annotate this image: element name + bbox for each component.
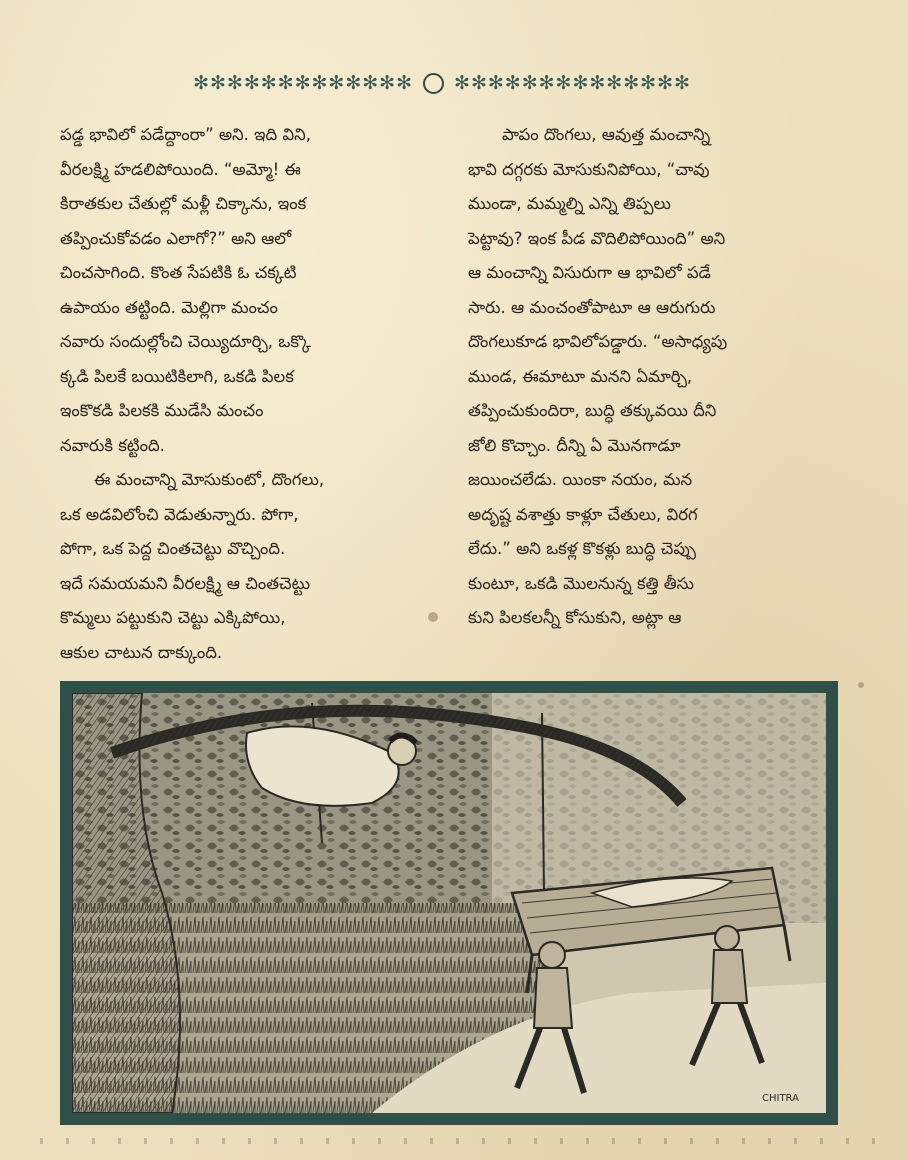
text-line: ఇంకొకడి పిలకకి ముడేసి మంచం: [60, 401, 264, 420]
text-line: వీరలక్ష్మి హడలిపోయింది. “అమ్మో! ఈ: [60, 159, 301, 179]
ornamental-border: [62, 68, 822, 98]
ink-smudge: [858, 682, 864, 688]
text-line: కుంటూ, ఒకడి మొలనున్న కత్తి తీసు: [468, 573, 694, 593]
text-line: కొమ్మలు పట్టుకుని చెట్టు ఎక్కిపోయి,: [60, 608, 286, 627]
text-line: ఒక అడవిలోంచి వెడుతున్నారు. పోగా,: [60, 504, 299, 524]
text-line: క్కడి పిలకే బయిటికిలాగి, ఒకడి పిలక: [60, 366, 294, 386]
text-line: పాపం దొంగలు, ఆవుత్త మంచాన్ని: [502, 125, 711, 144]
text-line: తప్పించుకోవడం ఎలాగో?” అని ఆలో: [60, 228, 292, 248]
text-line: సారు. ఆ మంచంతోపాటూ ఆ ఆరుగురు: [468, 297, 716, 317]
text-line: ఆకుల చాటున దాక్కుంది.: [60, 642, 223, 662]
ink-smudge: [428, 612, 438, 622]
ornament-right: ✻✻✻✻✻✻✻✻✻✻✻✻✻✻: [454, 72, 691, 94]
text-line: నవారుకి కట్టింది.: [60, 435, 165, 455]
text-line: నవారు సందుల్లోంచి చెయ్యిదూర్చి, ఒక్కొ: [60, 332, 312, 351]
text-line: అదృష్ట వశాత్తు కాళ్లూ చేతులు, విరగ: [468, 504, 698, 524]
text-line: పెట్టావు? ఇంక పీడ వొదిలిపోయింది” అని: [468, 228, 726, 248]
text-line: దొంగలుకూడ భావిలోపడ్డారు. “అసాధ్యపు: [468, 332, 728, 351]
ornament-ring: [423, 73, 444, 94]
text-line: ఈ మంచాన్ని మోసుకుంటో, దొంగలు,: [94, 470, 325, 489]
left-text-column: [60, 118, 432, 670]
page-edge-specks: [40, 1138, 880, 1144]
text-line: ఇదే సమయమని వీరలక్ష్మి ఆ చింతచెట్టు: [60, 573, 311, 593]
text-line: పోగా, ఒక పెద్ద చింతచెట్టు వొచ్చింది.: [60, 539, 286, 558]
text-line: జయించలేడు. యింకా నయం, మన: [468, 470, 693, 489]
text-line: లేదు.” అని ఒకళ్ల కొకళ్లు బుద్ధి చెప్పు: [468, 539, 696, 558]
forest-scene-drawing: [72, 693, 826, 1113]
text-line: కుని పిలకలన్నీ కోసుకుని, అట్లా ఆ: [468, 608, 682, 627]
text-line: ఆ మంచాన్ని విసురుగా ఆ భావిలో పడే: [468, 263, 711, 282]
text-line: భావి దగ్గరకు మోసుకునిపోయి, “చావు: [468, 159, 710, 179]
right-text-column: [468, 118, 840, 636]
artist-signature: CHITRA: [762, 1093, 799, 1104]
ornament-left: ✻✻✻✻✻✻✻✻✻✻✻✻✻: [193, 72, 414, 94]
text-line: ఉపాయం తట్టింది. మెల్లిగా మంచం: [60, 297, 278, 317]
text-line: జోలి కొచ్చాం. దీన్ని ఏ మొనగాడూ: [468, 435, 681, 455]
text-line: కిరాతకుల చేతుల్లో మళ్లీ చిక్కాను, ఇంక: [60, 194, 307, 213]
text-line: పడ్డ భావిలో పడేద్దాంరా” అని. ఇది విని,: [60, 125, 311, 144]
text-line: చించసాగింది. కొంత సేపటికి ఓ చక్కటి: [60, 263, 297, 282]
story-illustration: [60, 681, 838, 1125]
text-line: ముండ, ఈమాటూ మనని ఏమార్చి,: [468, 366, 693, 386]
text-line: తప్పించుకుందిరా, బుద్ధి తక్కువయి దీని: [468, 401, 717, 420]
text-line: ముండా, మమ్మల్ని ఎన్ని తిప్పలు: [468, 194, 671, 213]
